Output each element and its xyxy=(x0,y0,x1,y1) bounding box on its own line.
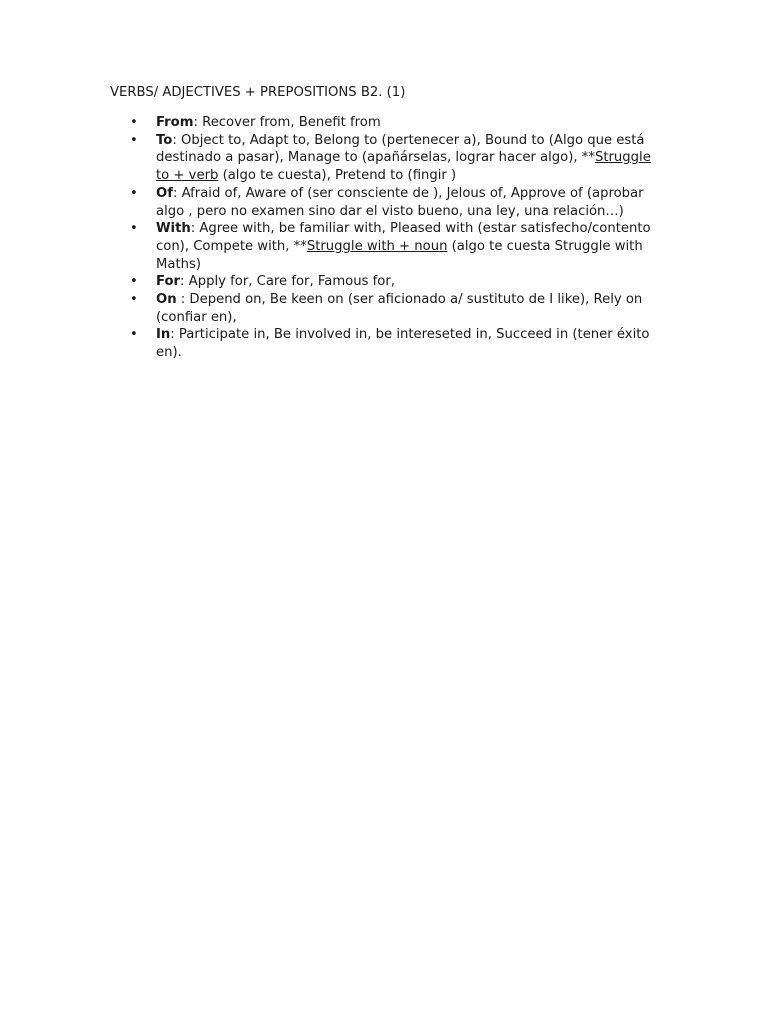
underlined-phrase-struggle-with: Struggle with + noun xyxy=(306,238,448,254)
document-title: VERBS/ ADJECTIVES + PREPOSITIONS B2. (1) xyxy=(110,85,406,100)
term-of: Of xyxy=(156,185,173,201)
definition-with-part1: : Agree with, be familiar with, Pleased with (estar satisfecho/contento con), Compete with, ** xyxy=(156,221,651,254)
list-item-on xyxy=(130,291,666,326)
bullet-icon: • xyxy=(130,221,138,237)
list-item-to xyxy=(130,132,666,185)
list-item-from xyxy=(130,114,666,132)
term-for: For xyxy=(156,274,181,290)
bullet-icon: • xyxy=(130,292,138,308)
term-to: To xyxy=(156,132,173,148)
definition-to-part2: (algo te cuesta), Pretend to (fingir ) xyxy=(218,168,457,184)
bullet-icon: • xyxy=(130,132,138,148)
bullet-icon: • xyxy=(130,185,138,201)
list-item-of xyxy=(130,185,666,220)
definition-to-part1: : Object to, Adapt to, Belong to (pertenecer a), Bound to (Algo que está destinado a pasar), Manage to (apañárselas, lograr hacer algo), ** xyxy=(156,132,645,166)
bullet-icon: • xyxy=(130,327,138,343)
term-from: From xyxy=(156,115,194,130)
list-item-for xyxy=(130,273,666,291)
list-item-in xyxy=(130,326,666,361)
bullet-icon: • xyxy=(130,274,138,290)
definition-in: : Participate in, Be involved in, be intereseted in, Succeed in (tener éxito en). xyxy=(156,327,650,361)
definition-with-part2: (algo te cuesta Struggle with Maths) xyxy=(156,238,643,272)
definition-of: : Afraid of, Aware of (ser consciente de ), Jelous of, Approve of (aprobar algo , pero no examen sino dar el visto bueno, una ley, una relación…) xyxy=(156,185,644,219)
definition-for: : Apply for, Care for, Famous for, xyxy=(180,274,395,290)
term-with: With xyxy=(156,221,191,237)
term-in: In xyxy=(156,327,171,343)
list-item-with xyxy=(130,220,666,273)
preposition-list xyxy=(130,114,666,362)
definition-from: : Recover from, Benefit from xyxy=(193,115,381,130)
definition-on: : Depend on, Be keen on (ser aficionado a/ sustituto de I like), Rely on (confiar en), xyxy=(156,292,643,325)
underlined-phrase-struggle-to: Struggle to + verb xyxy=(156,150,651,184)
term-on: On xyxy=(156,292,177,308)
bullet-icon: • xyxy=(130,115,138,130)
